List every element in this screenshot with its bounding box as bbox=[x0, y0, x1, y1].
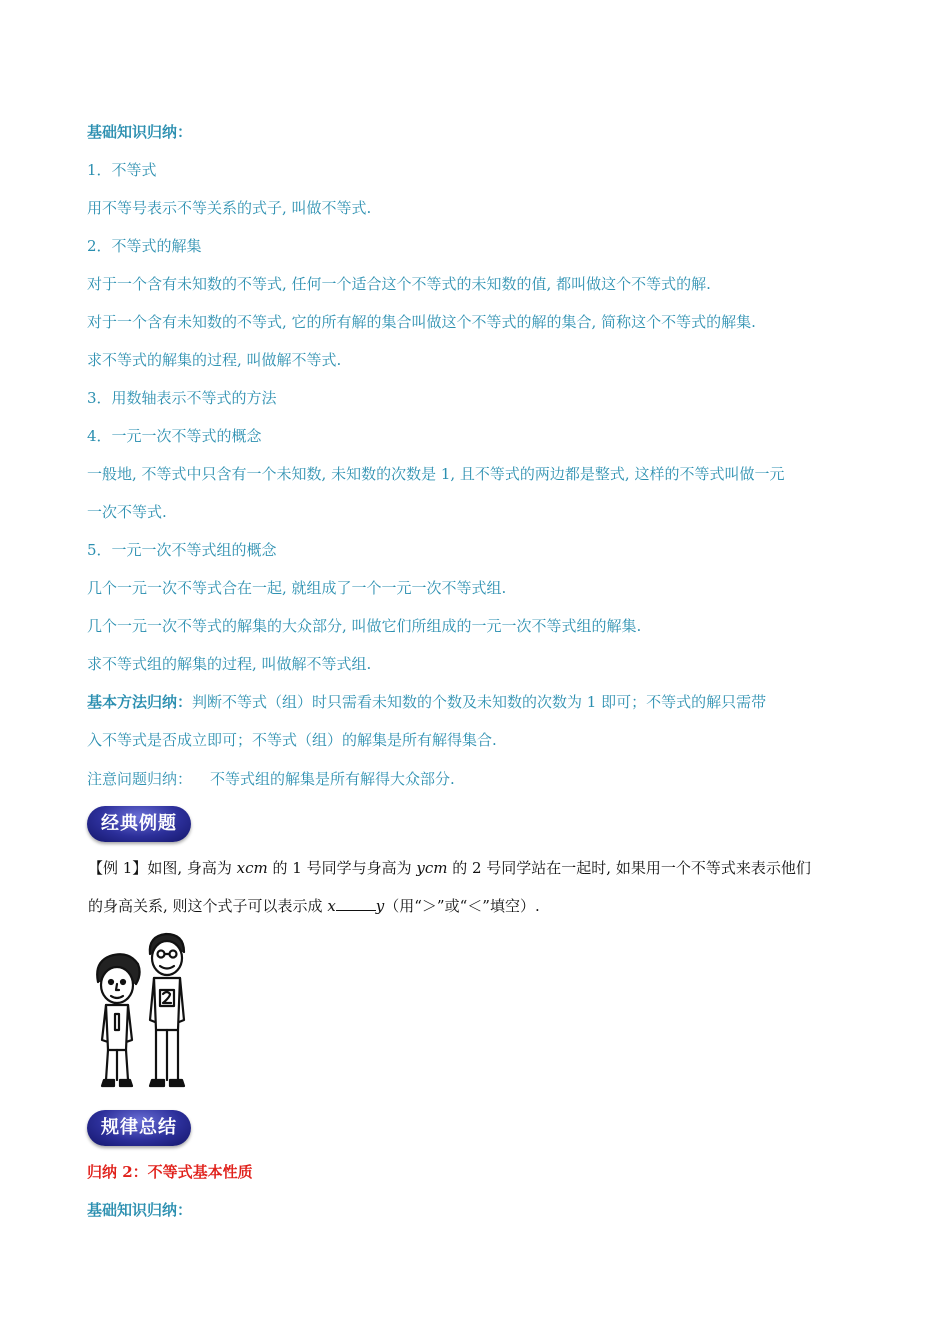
examples-badge bbox=[87, 806, 191, 842]
example-text: 的身高关系, 则这个式子可以表示成 bbox=[88, 897, 328, 915]
note-label: 注意问题归纳： bbox=[87, 770, 193, 788]
note-line bbox=[87, 769, 455, 789]
item1-title: 1．不等式 bbox=[87, 161, 157, 179]
student-1-figure bbox=[97, 954, 139, 1086]
var-xcm: xcm bbox=[236, 859, 268, 877]
var-y: y bbox=[375, 897, 385, 915]
example-line2 bbox=[88, 896, 540, 916]
method-text1: 判断不等式（组）时只需看未知数的个数及未知数的次数为 1 即可；不等式的解只需带 bbox=[192, 693, 767, 711]
item5-title: 5．一元一次不等式组的概念 bbox=[87, 541, 277, 559]
method-label: 基本方法归纳： bbox=[87, 693, 193, 711]
example-text: 的 2 号同学站在一起时, 如果用一个不等式来表示他们 bbox=[447, 859, 811, 877]
item2-text1: 对于一个含有未知数的不等式, 任何一个适合这个不等式的未知数的值, 都叫做这个不等式的解. bbox=[87, 275, 711, 293]
students-illustration bbox=[88, 930, 198, 1095]
item3-title: 3．用数轴表示不等式的方法 bbox=[87, 389, 277, 407]
examples-badge-label: 经典例题 bbox=[101, 813, 177, 834]
example-text: 的 1 号同学与身高为 bbox=[267, 859, 417, 877]
item5-text3: 求不等式组的解集的过程, 叫做解不等式组. bbox=[87, 655, 372, 673]
item5-text2: 几个一元一次不等式的解集的大众部分, 叫做它们所组成的一元一次不等式组的解集. bbox=[87, 617, 642, 635]
section1-heading: 基础知识归纳： bbox=[87, 123, 193, 141]
example-text: （用“＞”或“＜”填空）. bbox=[384, 897, 540, 915]
item2-text2: 对于一个含有未知数的不等式, 它的所有解的集合叫做这个不等式的解的集合, 简称这个不等式的解集. bbox=[87, 313, 756, 331]
note-text: 不等式组的解集是所有解得大众部分. bbox=[210, 770, 455, 788]
example-line1 bbox=[88, 858, 811, 878]
answer-blank bbox=[336, 896, 376, 911]
section2-title: 归纳 2：不等式基本性质 bbox=[87, 1163, 253, 1181]
item4-text2: 一次不等式. bbox=[87, 503, 167, 521]
item4-title: 4．一元一次不等式的概念 bbox=[87, 427, 262, 445]
item2-title: 2．不等式的解集 bbox=[87, 237, 202, 255]
summary-badge bbox=[87, 1110, 191, 1146]
item5-text1: 几个一元一次不等式合在一起, 就组成了一个一元一次不等式组. bbox=[87, 579, 507, 597]
summary-badge-label: 规律总结 bbox=[101, 1117, 177, 1138]
method-text2: 入不等式是否成立即可；不等式（组）的解集是所有解得集合. bbox=[87, 731, 497, 749]
var-ycm: ycm bbox=[416, 859, 448, 877]
example-text: 如图, 身高为 bbox=[147, 859, 237, 877]
item1-text: 用不等号表示不等关系的式子, 叫做不等式. bbox=[87, 199, 372, 217]
section2-heading: 基础知识归纳： bbox=[87, 1201, 193, 1219]
item2-text3: 求不等式的解集的过程, 叫做解不等式. bbox=[87, 351, 342, 369]
example-bracket: 【例 1】 bbox=[88, 859, 148, 877]
var-x: x bbox=[327, 897, 336, 915]
item4-text1: 一般地, 不等式中只含有一个未知数, 未知数的次数是 1, 且不等式的两边都是整式, 这样的不等式叫做一元 bbox=[87, 465, 785, 483]
method-line1 bbox=[87, 692, 766, 712]
student-2-figure bbox=[150, 934, 184, 1086]
